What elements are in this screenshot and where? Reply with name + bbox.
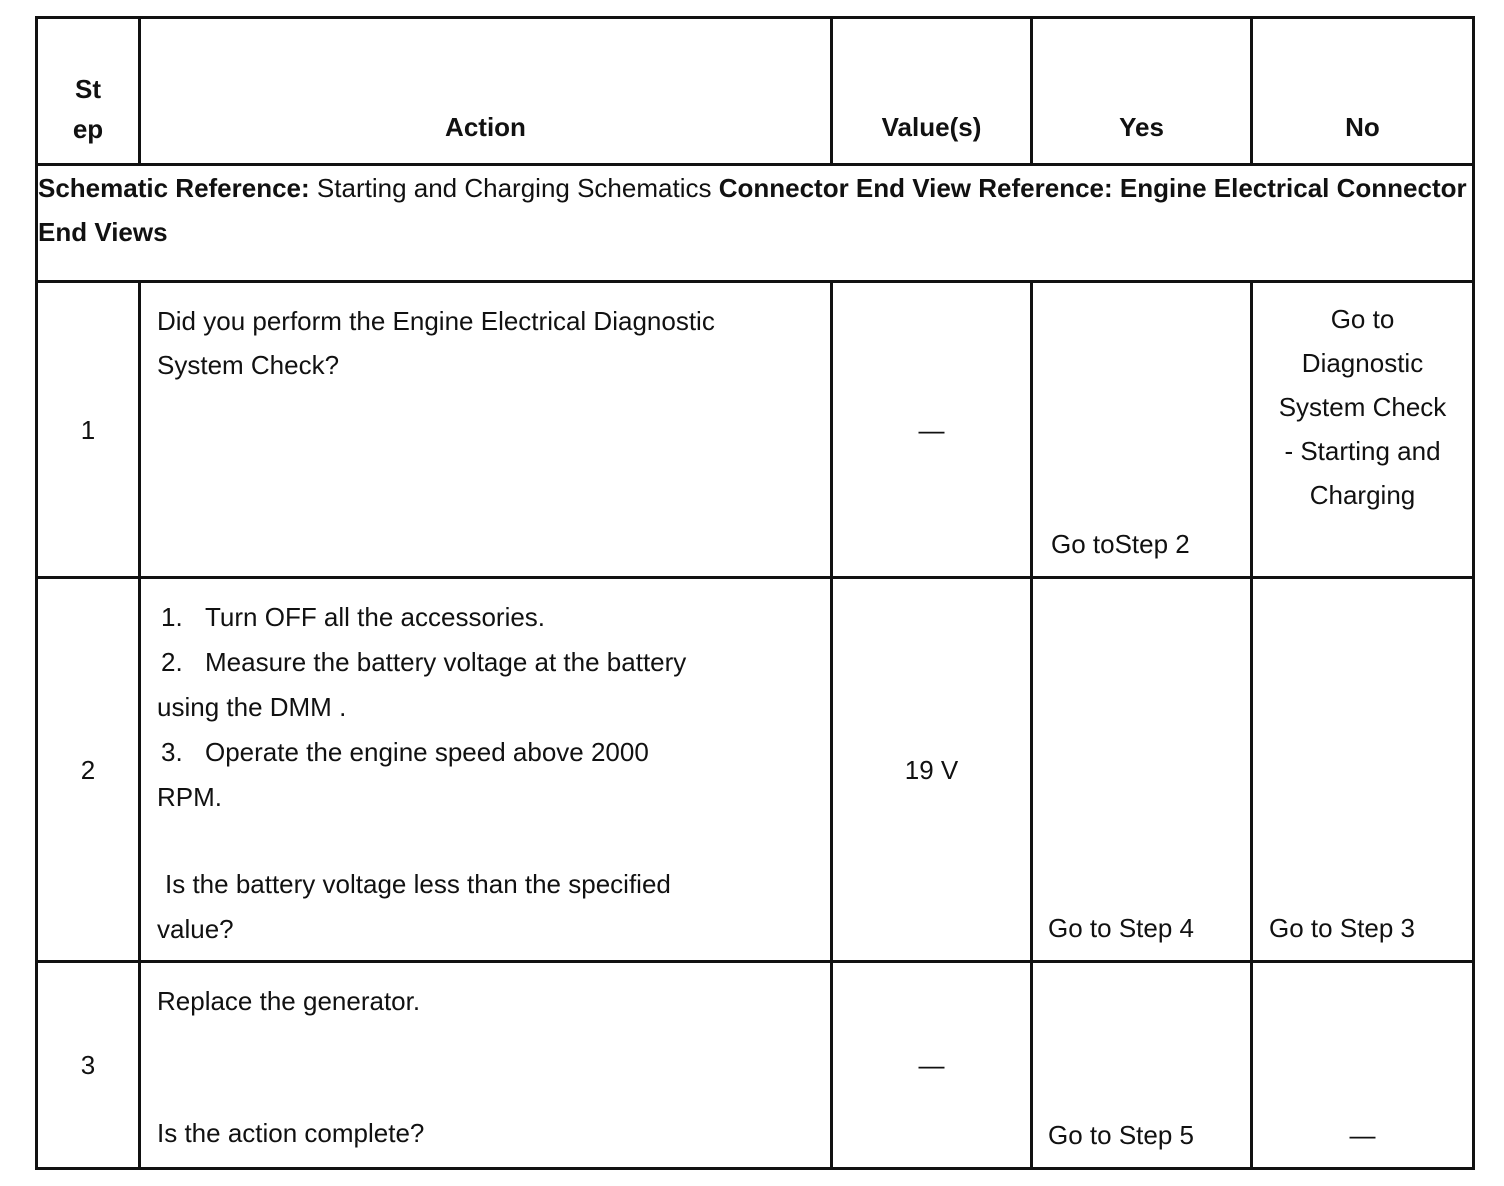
table-row-step-2	[37, 578, 1474, 962]
list-item-continuation: RPM.	[157, 782, 222, 812]
header-action: Action	[140, 18, 832, 165]
reference-cell	[37, 165, 1474, 282]
question-continuation: value?	[157, 914, 234, 944]
no-cell: Go to Diagnostic System Check - Starting and Charging	[1252, 282, 1474, 578]
header-yes: Yes	[1032, 18, 1252, 165]
list-item-continuation: using the DMM .	[157, 692, 347, 722]
action-text: Replace the generator. Is the action complete?	[140, 962, 832, 1169]
value-cell: —	[832, 282, 1032, 578]
no-cell: —	[1252, 962, 1474, 1169]
yes-cell: Go to Step 4	[1032, 578, 1252, 962]
step-number: 2	[37, 578, 140, 962]
action-text	[140, 578, 832, 962]
step-number: 3	[37, 962, 140, 1169]
yes-cell: Go toStep 2	[1032, 282, 1252, 578]
header-row	[37, 18, 1474, 165]
question-text: Is the action complete?	[157, 1118, 425, 1148]
no-cell: Go to Step 3	[1252, 578, 1474, 962]
question-text: Is the battery voltage less than the specified	[165, 869, 671, 899]
connector-reference: Connector End View Reference: Engine Electrical Connector End Views	[38, 173, 1467, 247]
schematic-reference-label: Schematic Reference:	[38, 173, 310, 203]
header-step: St ep	[37, 18, 140, 165]
action-text: Did you perform the Engine Electrical Diagnostic System Check?	[140, 282, 832, 578]
header-no: No	[1252, 18, 1474, 165]
table-row-step-1	[37, 282, 1474, 578]
table-row-step-3	[37, 962, 1474, 1169]
list-item: 1. Turn OFF all the accessories.	[161, 602, 546, 632]
list-item: 3. Operate the engine speed above 2000	[161, 737, 649, 767]
list-item: 2. Measure the battery voltage at the battery	[161, 647, 687, 677]
reference-row	[37, 165, 1474, 282]
yes-cell: Go to Step 5	[1032, 962, 1252, 1169]
schematic-reference-text: Starting and Charging Schematics	[316, 173, 712, 203]
step-number: 1	[37, 282, 140, 578]
value-cell: —	[832, 962, 1032, 1169]
diagnostic-table	[35, 16, 1475, 1170]
header-values: Value(s)	[832, 18, 1032, 165]
value-cell: 19 V	[832, 578, 1032, 962]
